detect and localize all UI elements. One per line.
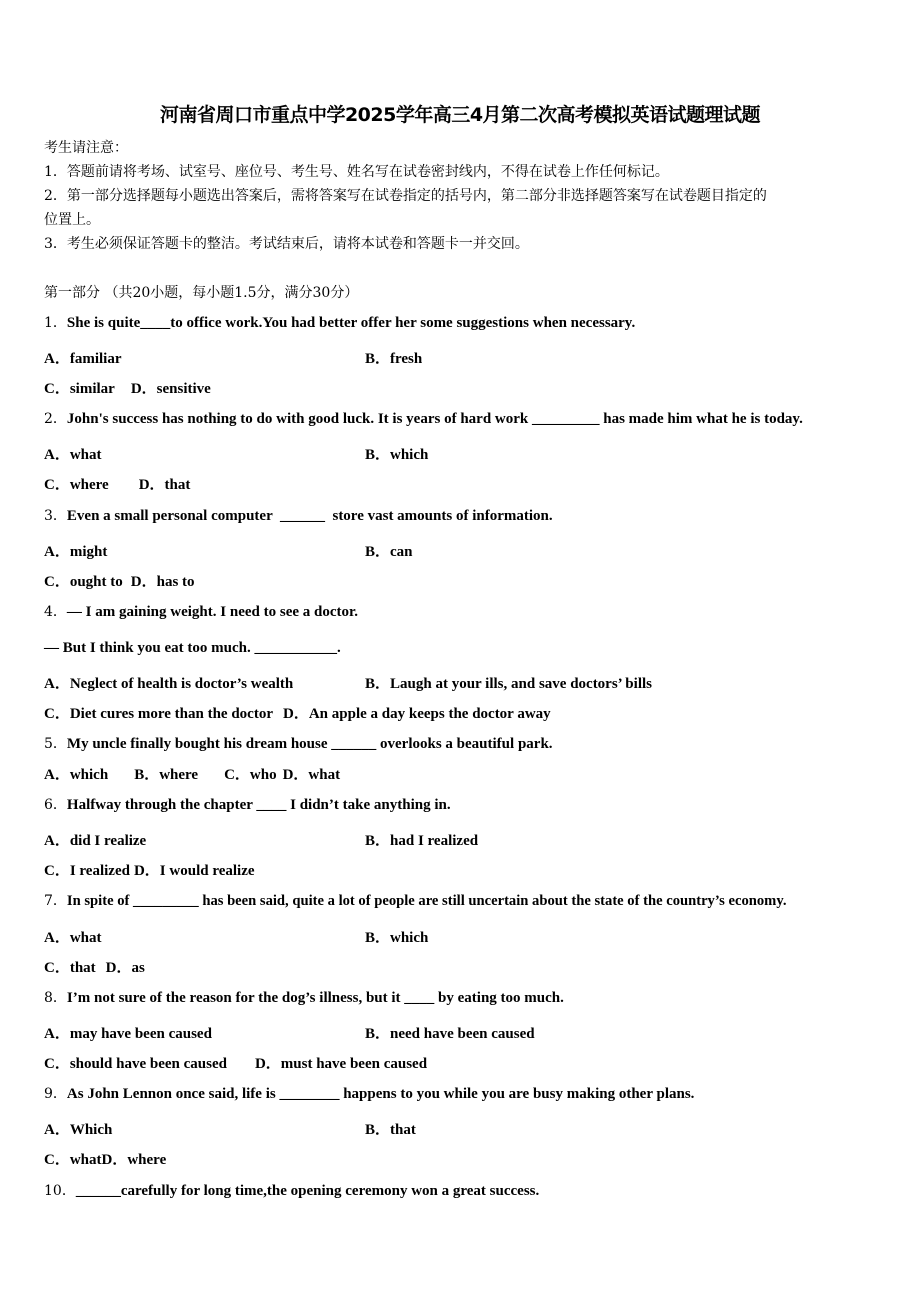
question-1-options-cd (44, 379, 211, 399)
question-number: 1． (44, 315, 67, 331)
question-text: Halfway through the chapter ____ I didn’t take anything in. (66, 797, 451, 813)
option-c[interactable]: C．similar (44, 381, 115, 397)
option-d[interactable]: D．sensitive (130, 381, 211, 397)
question-1 (44, 313, 635, 333)
option-a[interactable]: A．familiar (44, 351, 122, 367)
question-6-options-cd (44, 861, 255, 881)
question-4-options-ab (44, 674, 884, 694)
option-d[interactable]: D．what (282, 767, 341, 783)
option-d[interactable]: D．An apple a day keeps the doctor away (283, 706, 551, 722)
option-b[interactable]: B．where (134, 767, 199, 783)
question-text: I’m not sure of the reason for the dog’s illness, but it ____ by eating too much. (66, 990, 564, 1006)
option-b[interactable]: B．which (365, 930, 429, 946)
option-b[interactable]: B．need have been caused (365, 1026, 535, 1042)
question-8-options-cd (44, 1054, 427, 1074)
option-b[interactable]: B．had I realized (365, 833, 479, 849)
question-9 (44, 1084, 694, 1104)
question-text: As John Lennon once said, life is ________ happens to you while you are busy making other plans. (66, 1086, 695, 1102)
option-d[interactable]: D．has to (130, 574, 195, 590)
question-3-options-ab (44, 542, 884, 562)
question-number: 8． (44, 990, 67, 1006)
option-c[interactable]: C．who (224, 767, 277, 783)
option-b[interactable]: B．which (365, 447, 429, 463)
option-a[interactable]: A．Neglect of health is doctor’s wealth (44, 676, 294, 692)
question-2-options-ab (44, 445, 884, 465)
option-b[interactable]: B．that (365, 1122, 416, 1138)
question-7-options-ab (44, 928, 884, 948)
notice-item-3: 3．考生必须保证答题卡的整洁。考试结束后，请将本试卷和答题卡一并交回。 (44, 236, 529, 252)
question-4-options-cd (44, 704, 551, 724)
option-c[interactable]: C．should have been caused (44, 1056, 227, 1072)
question-text: Even a small personal computer ______ store vast amounts of information. (66, 508, 553, 524)
question-7 (44, 891, 786, 911)
question-number: 3． (44, 508, 67, 524)
option-d[interactable]: D．must have been caused (254, 1056, 428, 1072)
option-c[interactable]: C．Diet cures more than the doctor (44, 706, 273, 722)
section-heading: 第一部分 （共20小题，每小题1.5分，满分30分） (44, 285, 359, 301)
question-2-options-cd (44, 475, 190, 495)
question-text: ______carefully for long time,the opening ceremony won a great success. (75, 1183, 540, 1199)
question-number: 2． (44, 411, 67, 427)
option-d[interactable]: D．that (138, 477, 191, 493)
notice-item-2-cont: 位置上。 (44, 212, 100, 228)
option-d[interactable]: D．I would realize (133, 863, 255, 879)
question-9-options-ab (44, 1120, 884, 1140)
question-number: 10． (44, 1183, 76, 1199)
option-a[interactable]: A．did I realize (44, 833, 147, 849)
option-b[interactable]: B．can (365, 544, 413, 560)
option-a[interactable]: A．which (44, 767, 109, 783)
option-a[interactable]: A．may have been caused (44, 1026, 212, 1042)
question-number: 6． (44, 797, 67, 813)
option-d[interactable]: D．as (105, 960, 145, 976)
question-text: She is quite____to office work.You had better offer her some suggestions when necessary. (66, 315, 636, 331)
option-c[interactable]: C．where (44, 477, 109, 493)
question-8 (44, 988, 564, 1008)
question-5 (44, 734, 553, 754)
notice-heading: 考生请注意： (44, 140, 128, 156)
question-3 (44, 506, 553, 526)
question-5-options (44, 765, 340, 785)
question-6-options-ab (44, 831, 884, 851)
option-a[interactable]: A．might (44, 544, 108, 560)
option-c[interactable]: C．what (44, 1152, 102, 1168)
question-7-options-cd (44, 958, 145, 978)
question-8-options-ab (44, 1024, 884, 1044)
option-b[interactable]: B．Laugh at your ills, and save doctors’ bills (365, 676, 652, 692)
option-c[interactable]: C．ought to (44, 574, 123, 590)
question-9-options-cd (44, 1150, 166, 1170)
question-number: 9． (44, 1086, 67, 1102)
option-d[interactable]: D．where (101, 1152, 167, 1168)
question-6 (44, 795, 451, 815)
option-c[interactable]: C．I realized (44, 863, 130, 879)
notice-item-1: 1．答题前请将考场、试室号、座位号、考生号、姓名写在试卷密封线内，不得在试卷上作任何标记。 (44, 164, 669, 180)
question-number: 7． (44, 893, 67, 909)
option-a[interactable]: A．Which (44, 1122, 113, 1138)
question-text: In spite of _________ has been said, quite a lot of people are still uncertain about the state of the country’s economy. (66, 893, 787, 909)
question-1-options-ab (44, 349, 884, 369)
question-number: 5． (44, 736, 67, 752)
question-3-options-cd (44, 572, 195, 592)
question-text: — I am gaining weight. I need to see a doctor. (66, 604, 359, 620)
option-a[interactable]: A．what (44, 930, 102, 946)
option-b[interactable]: B．fresh (365, 351, 423, 367)
question-2 (44, 409, 803, 429)
option-a[interactable]: A．what (44, 447, 102, 463)
question-10 (44, 1181, 539, 1201)
page-title: 河南省周口市重点中学2025学年高三4月第二次高考模拟英语试题理试题 (159, 104, 761, 126)
question-text: John's success has nothing to do with good luck. It is years of hard work _________ has made him what he is today. (66, 411, 803, 427)
question-text: My uncle finally bought his dream house ______ overlooks a beautiful park. (66, 736, 553, 752)
question-4 (44, 602, 358, 622)
option-c[interactable]: C．that (44, 960, 96, 976)
notice-item-2: 2．第一部分选择题每小题选出答案后，需将答案写在试卷指定的括号内，第二部分非选择题答案写在试卷题目指定的 (44, 188, 767, 204)
question-number: 4． (44, 604, 67, 620)
question-4-reply: — But I think you eat too much. ___________. (44, 640, 341, 656)
